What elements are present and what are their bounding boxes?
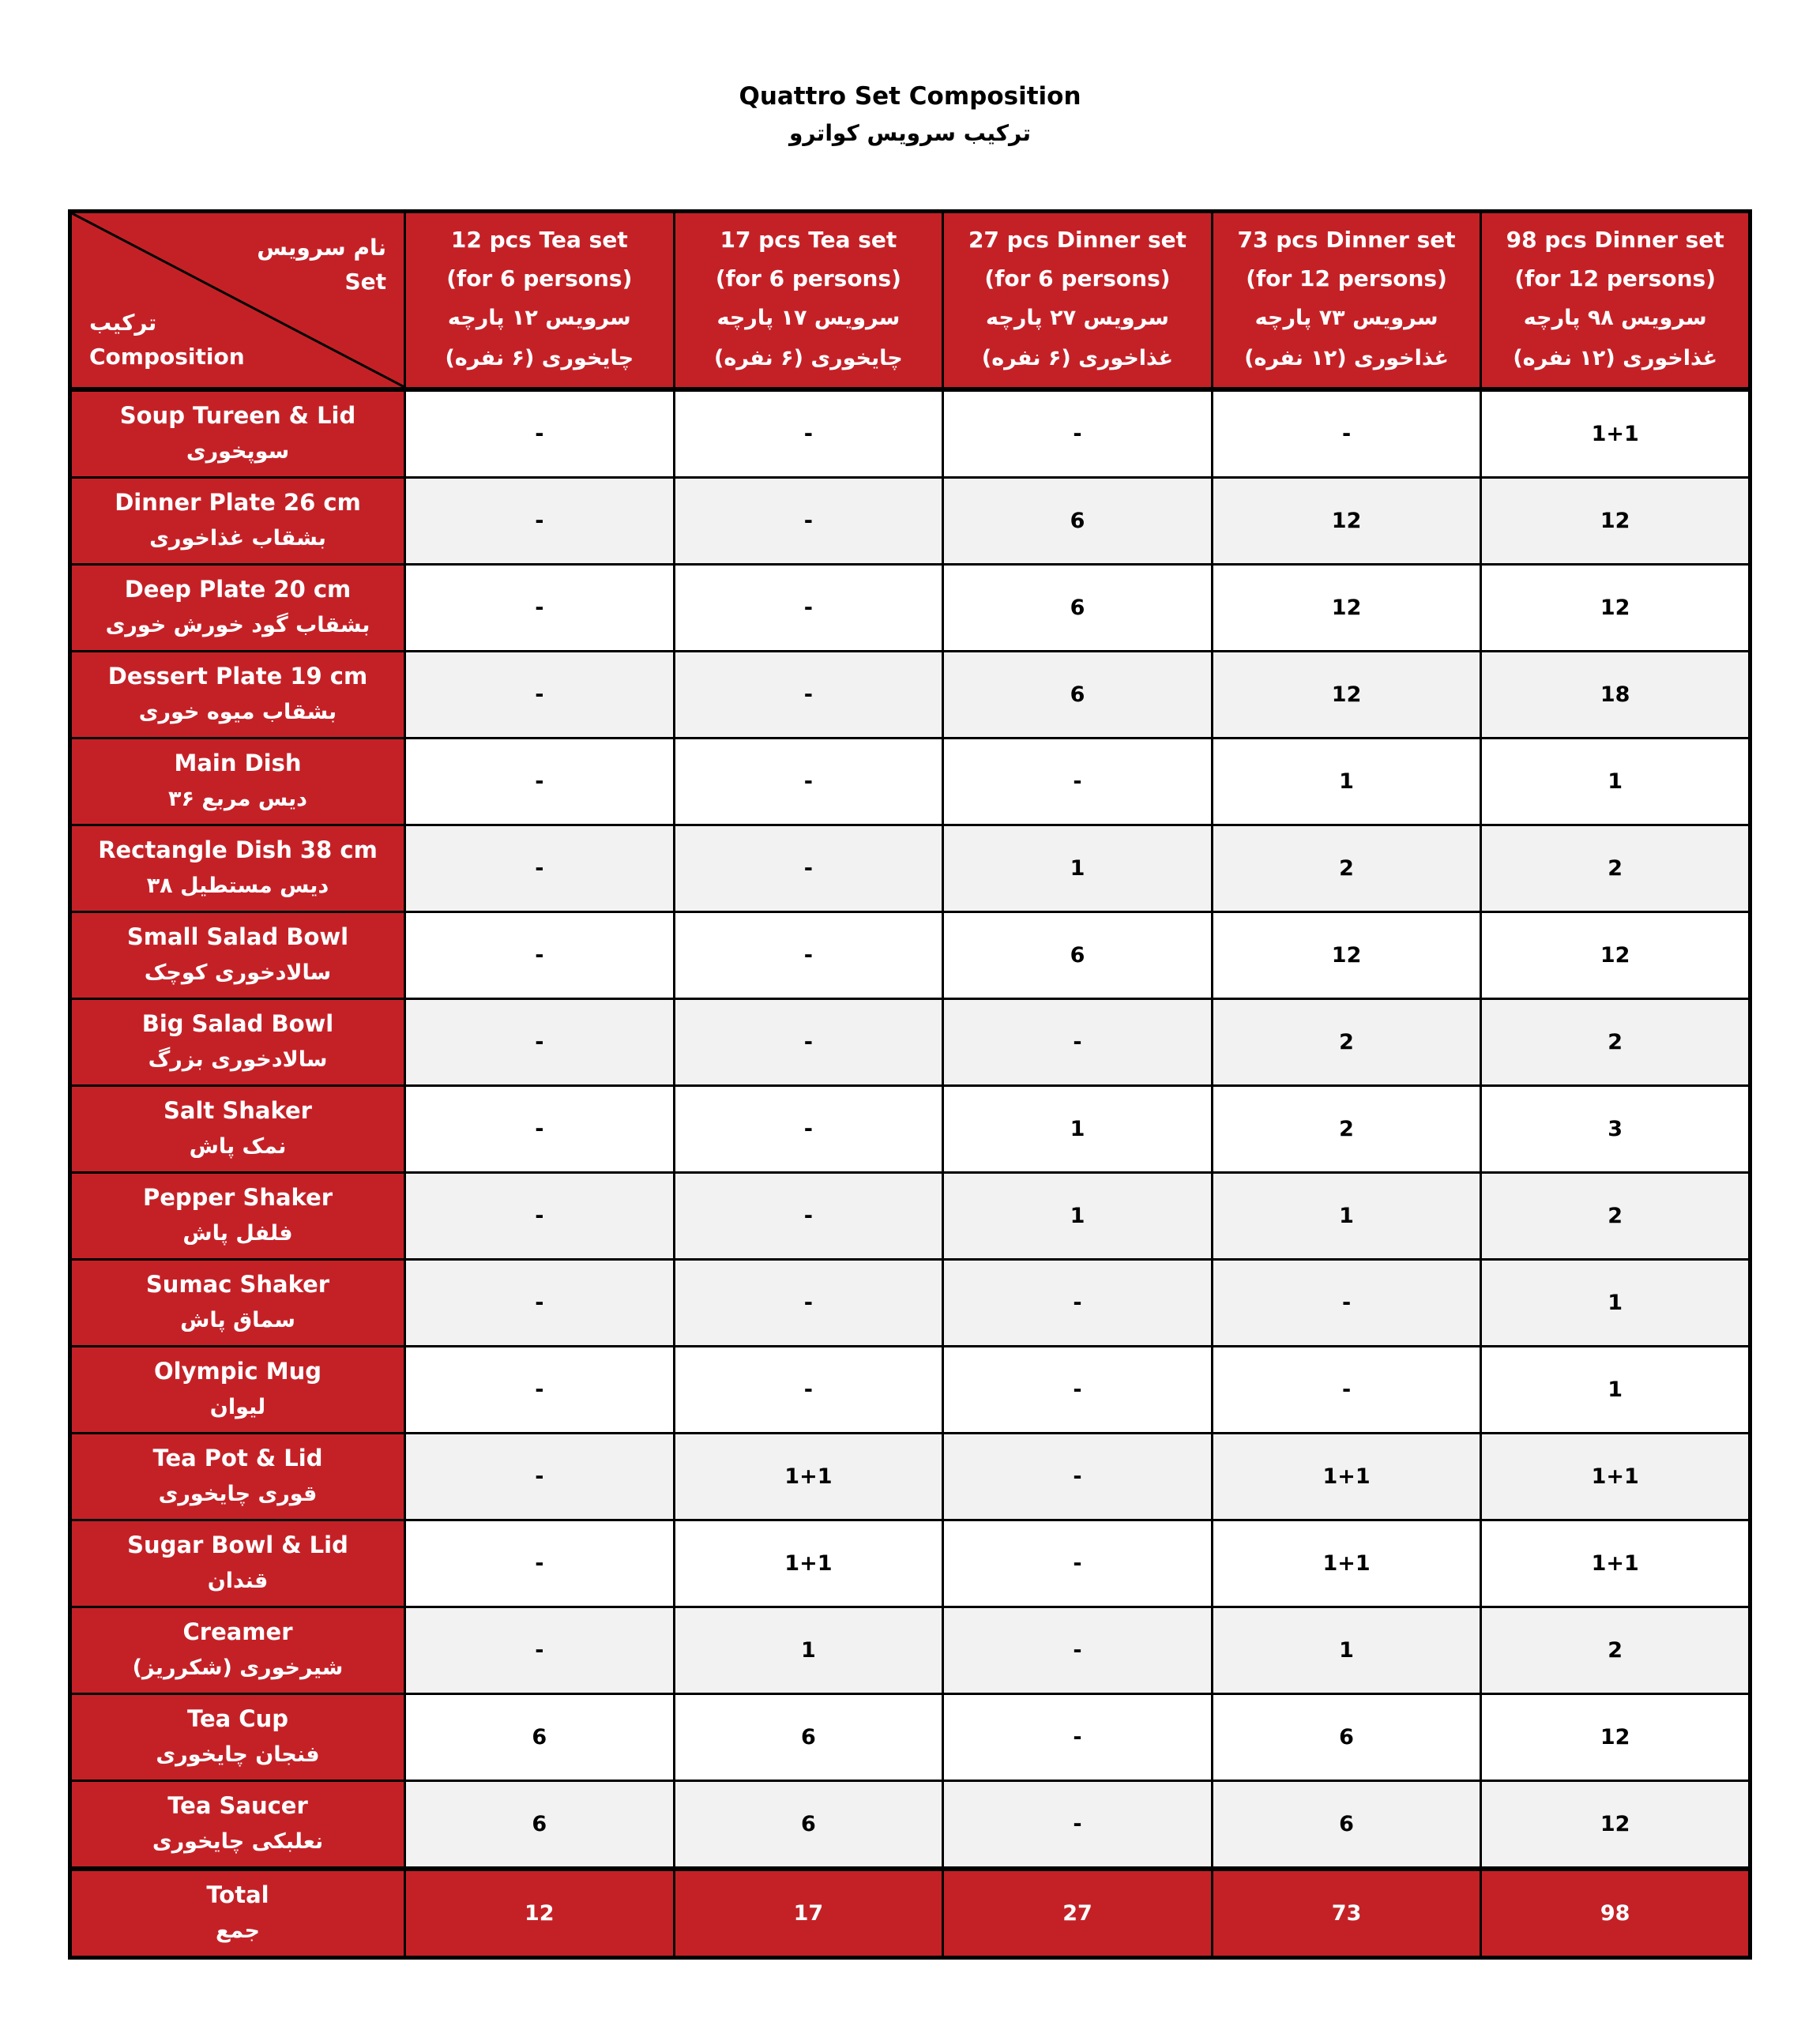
value-cell: - [943,389,1213,478]
corner-composition-labels [89,306,245,374]
value-cell: 1 [943,825,1213,911]
value-cell: 1+1 [1481,389,1750,478]
row-label-en: Tea Pot & Lid [152,1444,323,1471]
table-row [70,389,1750,478]
page-subtitle-fa: ترکیب سرویس کواترو [788,120,1031,146]
value-cell: - [943,1607,1213,1693]
row-label-en: Pepper Shaker [142,1183,333,1211]
value-cell: 6 [405,1693,675,1780]
row-label-en: Sumac Shaker [145,1270,330,1298]
row-label-en: Tea Cup [187,1704,288,1732]
row-label-en: Salt Shaker [164,1096,312,1124]
row-label-en: Main Dish [174,749,302,776]
total-value-cell: 73 [1212,1869,1481,1958]
value-cell: - [943,1520,1213,1607]
value-cell: 12 [1212,651,1481,738]
row-label-en: Soup Tureen & Lid [119,401,356,429]
row-label-cell [70,1780,405,1869]
column-header-en-line1: 98 pcs Dinner set [1506,227,1724,254]
table-row [70,1085,1750,1172]
row-label-en: Sugar Bowl & Lid [127,1531,348,1558]
value-cell: - [943,1346,1213,1433]
value-cell: 1 [1481,738,1750,825]
value-cell: - [405,1172,675,1259]
value-cell: 6 [943,651,1213,738]
table-row [70,911,1750,998]
table-row [70,1433,1750,1520]
row-label-cell [70,389,405,478]
value-cell: 2 [1212,998,1481,1085]
value-cell: 6 [674,1693,943,1780]
value-cell: - [674,477,943,564]
row-label-cell [70,911,405,998]
row-label-en: Rectangle Dish 38 cm [98,836,378,863]
value-cell: 6 [943,564,1213,651]
column-header-fa-line2: چایخوری (۶ نفره) [445,346,634,371]
value-cell: 1 [674,1607,943,1693]
table-row [70,651,1750,738]
row-label-cell [70,564,405,651]
total-value-cell: 27 [943,1869,1213,1958]
row-label-fa: بشقاب گود خورش خوری [105,612,370,637]
value-cell: - [943,1433,1213,1520]
value-cell: 1+1 [1481,1520,1750,1607]
column-header-98pcs [1481,212,1750,389]
row-label-cell [70,1607,405,1693]
value-cell: 1+1 [1481,1433,1750,1520]
page-title: Quattro Set Composition [739,82,1081,111]
table-body [70,389,1750,1869]
value-cell: - [405,738,675,825]
value-cell: 12 [1212,477,1481,564]
composition-table [68,209,1752,1960]
value-cell: - [405,1259,675,1346]
row-label-en: Olympic Mug [154,1357,322,1385]
total-value-cell: 12 [405,1869,675,1958]
corner-set-label-fa: نام سرویس [257,235,386,261]
column-header-73pcs [1212,212,1481,389]
column-header-fa-line1: سرویس ۹۸ پارچه [1523,305,1707,330]
row-label-fa: سالادخوری بزرگ [148,1047,328,1072]
value-cell: 1 [1212,738,1481,825]
value-cell: - [405,825,675,911]
row-label-en: Creamer [182,1618,293,1645]
table-row [70,1607,1750,1693]
table-row [70,738,1750,825]
value-cell: - [405,1433,675,1520]
value-cell: 1 [1212,1607,1481,1693]
column-header-fa-line1: سرویس ۱۷ پارچه [716,305,901,330]
value-cell: 2 [1481,1607,1750,1693]
value-cell: - [1212,1259,1481,1346]
value-cell: - [943,738,1213,825]
row-label-en: Deep Plate 20 cm [124,575,352,603]
row-label-en: Tea Saucer [167,1791,308,1819]
value-cell: 1+1 [674,1520,943,1607]
value-cell: 12 [1212,564,1481,651]
value-cell: - [674,911,943,998]
total-value-cell: 17 [674,1869,943,1958]
column-header-en-line2: (for 6 persons) [984,265,1171,291]
column-header-12pcs [405,212,675,389]
row-label-cell [70,477,405,564]
row-label-fa: بشقاب غذاخوری [149,525,326,551]
column-header-en-line2: (for 6 persons) [715,265,901,291]
value-cell: 12 [1212,911,1481,998]
value-cell: - [674,1172,943,1259]
value-cell: 6 [943,911,1213,998]
value-cell: 6 [405,1780,675,1869]
value-cell: - [405,651,675,738]
value-cell: 2 [1212,1085,1481,1172]
column-header-en-line2: (for 12 persons) [1514,265,1716,291]
value-cell: 1+1 [1212,1520,1481,1607]
corner-set-label-en: Set [344,269,386,295]
value-cell: - [674,738,943,825]
total-label-en: Total [206,1881,269,1908]
value-cell: - [405,389,675,478]
column-header-fa-line2: غذاخوری (۱۲ نفره) [1244,346,1449,371]
value-cell: - [1212,389,1481,478]
value-cell: - [674,998,943,1085]
table-header [70,212,1750,389]
value-cell: - [943,998,1213,1085]
value-cell: - [1212,1346,1481,1433]
value-cell: - [405,564,675,651]
corner-set-labels [257,231,386,299]
column-header-fa-line1: سرویس ۷۳ پارچه [1254,305,1438,330]
table-row [70,1259,1750,1346]
value-cell: - [405,477,675,564]
value-cell: 2 [1481,1172,1750,1259]
column-header-en-line1: 17 pcs Tea set [720,227,897,254]
row-label-fa: فنجان چایخوری [156,1742,320,1767]
total-row [70,1869,1750,1958]
row-label-cell [70,738,405,825]
row-label-fa: قوری چایخوری [158,1481,318,1506]
row-label-cell [70,1346,405,1433]
corner-composition-label-fa: ترکیب [89,309,157,336]
column-header-en-line1: 12 pcs Tea set [450,227,628,254]
value-cell: - [674,1259,943,1346]
row-label-cell [70,1433,405,1520]
value-cell: 6 [1212,1780,1481,1869]
value-cell: - [405,998,675,1085]
row-label-cell [70,651,405,738]
value-cell: - [674,651,943,738]
value-cell: 1+1 [674,1433,943,1520]
row-label-cell [70,1693,405,1780]
column-header-en-line1: 73 pcs Dinner set [1237,227,1456,254]
table-row [70,825,1750,911]
value-cell: 6 [943,477,1213,564]
row-label-fa: نعلبکی چایخوری [152,1828,324,1854]
value-cell: 12 [1481,1693,1750,1780]
value-cell: 12 [1481,477,1750,564]
total-label-fa: جمع [215,1918,260,1943]
row-label-en: Small Salad Bowl [126,923,349,950]
row-label-fa: قندان [207,1568,269,1593]
row-label-en: Dinner Plate 26 cm [115,488,361,516]
table-row [70,1693,1750,1780]
table-row [70,1172,1750,1259]
table-footer [70,1869,1750,1958]
row-label-fa: دیس مربع ۳۶ [167,786,308,811]
value-cell: 2 [1481,998,1750,1085]
value-cell: - [674,825,943,911]
column-header-en-line2: (for 12 persons) [1246,265,1447,291]
column-header-en-line2: (for 6 persons) [446,265,633,291]
table-row [70,1780,1750,1869]
value-cell: 3 [1481,1085,1750,1172]
row-label-fa: شیرخوری (شکرریز) [132,1655,344,1680]
column-header-fa-line1: سرویس ۲۷ پارچه [986,305,1169,330]
row-label-fa: فلفل پاش [182,1220,293,1246]
value-cell: 12 [1481,564,1750,651]
header-row [70,212,1750,389]
column-header-fa-line2: غذاخوری (۶ نفره) [981,346,1174,371]
row-label-cell [70,1085,405,1172]
value-cell: 18 [1481,651,1750,738]
row-label-fa: سماق پاش [180,1307,295,1332]
value-cell: 12 [1481,1780,1750,1869]
value-cell: 2 [1481,825,1750,911]
column-header-fa-line2: چایخوری (۶ نفره) [714,346,903,371]
value-cell: 1+1 [1212,1433,1481,1520]
row-label-en: Dessert Plate 19 cm [107,662,368,690]
column-header-17pcs [674,212,943,389]
table-row [70,998,1750,1085]
table-row [70,1520,1750,1607]
table-row [70,477,1750,564]
value-cell: - [943,1693,1213,1780]
row-label-cell [70,1172,405,1259]
row-label-cell [70,825,405,911]
row-label-fa: لیوان [209,1394,266,1419]
table-row [70,564,1750,651]
value-cell: 12 [1481,911,1750,998]
row-label-fa: دیس مستطیل ۳۸ [146,873,329,898]
total-value-cell: 98 [1481,1869,1750,1958]
value-cell: - [405,911,675,998]
value-cell: 1 [943,1085,1213,1172]
row-label-fa: بشقاب میوه خوری [138,699,337,724]
value-cell: - [674,1085,943,1172]
value-cell: 1 [1481,1346,1750,1433]
table-row [70,1346,1750,1433]
corner-composition-label-en: Composition [89,344,245,370]
value-cell: - [405,1346,675,1433]
value-cell: 2 [1212,825,1481,911]
value-cell: - [674,1346,943,1433]
corner-cell [70,212,405,389]
column-header-fa-line1: سرویس ۱۲ پارچه [447,305,631,330]
value-cell: - [943,1259,1213,1346]
value-cell: 1 [1481,1259,1750,1346]
value-cell: - [943,1780,1213,1869]
total-label-cell [70,1869,405,1958]
value-cell: - [674,389,943,478]
value-cell: - [405,1607,675,1693]
row-label-fa: نمک پاش [189,1133,287,1159]
value-cell: - [674,564,943,651]
row-label-en: Big Salad Bowl [141,1009,334,1037]
row-label-cell [70,1259,405,1346]
value-cell: 6 [1212,1693,1481,1780]
column-header-en-line1: 27 pcs Dinner set [968,227,1187,254]
value-cell: - [405,1520,675,1607]
value-cell: 6 [674,1780,943,1869]
value-cell: 1 [1212,1172,1481,1259]
row-label-cell [70,1520,405,1607]
column-header-27pcs [943,212,1213,389]
row-label-cell [70,998,405,1085]
row-label-fa: سوپخوری [186,438,290,464]
value-cell: - [405,1085,675,1172]
column-header-fa-line2: غذاخوری (۱۲ نفره) [1513,346,1718,371]
row-label-fa: سالادخوری کوچک [144,960,332,985]
value-cell: 1 [943,1172,1213,1259]
